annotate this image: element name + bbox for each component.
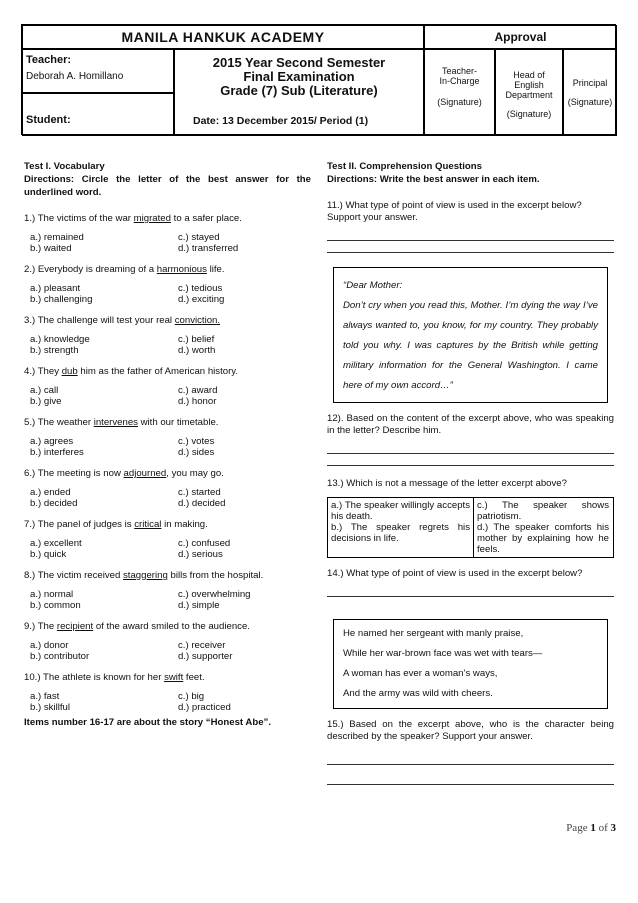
answer-line[interactable] <box>327 755 614 765</box>
vocab-question <box>24 417 311 429</box>
approval-head-english <box>495 49 563 136</box>
underlined-word: recipient <box>56 621 94 632</box>
option-d[interactable]: d.) transferred <box>178 243 239 254</box>
option-d[interactable]: d.) decided <box>178 498 226 509</box>
letter-salutation: “Dear Mother: <box>343 280 403 291</box>
vocab-question <box>24 468 311 480</box>
option-d[interactable]: d.) honor <box>178 396 217 407</box>
option-b[interactable]: b.) common <box>30 600 81 611</box>
question-stem-start: 1.) The victims of the war <box>24 213 134 224</box>
exam-line-2: Final Examination <box>243 69 355 84</box>
question-stem-start: 3.) The challenge will test your real <box>24 315 175 326</box>
vocab-question <box>24 213 311 225</box>
approval-principal <box>563 49 617 136</box>
option-d[interactable]: d.) supporter <box>178 651 233 662</box>
poem-line: And the army was wild with cheers. <box>343 688 493 699</box>
option-c[interactable]: c.) big <box>178 691 205 702</box>
question-13: 13.) Which is not a message of the letter excerpt above? <box>327 478 567 489</box>
answer-line[interactable] <box>327 243 614 253</box>
test-1-column <box>24 160 311 729</box>
ap1-line-b: In-Charge <box>439 76 480 86</box>
underlined-word: dub <box>61 366 78 377</box>
answer-options <box>24 691 311 713</box>
question-stem-end: , you may go. <box>166 468 224 479</box>
ap2-signature: (Signature) <box>506 109 552 119</box>
question-stem-start: 5.) The weather <box>24 417 94 428</box>
question-stem-start: 7.) The panel of judges is <box>24 519 135 530</box>
page-number <box>566 822 616 834</box>
option-d[interactable]: d.) practiced <box>178 702 231 713</box>
school-name: MANILA HANKUK ACADEMY <box>22 25 424 49</box>
option-b[interactable]: b.) contributor <box>30 651 90 662</box>
underlined-word: intervenes <box>93 417 138 428</box>
poem-excerpt-box <box>333 619 608 709</box>
option-a[interactable]: a.) knowledge <box>30 334 90 345</box>
answer-options <box>24 283 311 305</box>
option-a[interactable]: a.) ended <box>30 487 71 498</box>
question-13-options <box>327 497 614 558</box>
question-stem-start: 8.) The victim received <box>24 570 123 581</box>
ap1-signature: (Signature) <box>437 97 482 107</box>
page-of: of <box>598 822 608 834</box>
teacher-label: Teacher: <box>26 54 72 66</box>
student-cell <box>22 93 174 136</box>
answer-options <box>24 232 311 254</box>
ap3-signature: (Signature) <box>567 97 613 107</box>
poem-line: A woman has ever a woman’s ways, <box>343 668 498 679</box>
answer-options <box>24 589 311 611</box>
option-a[interactable]: a.) call <box>30 385 59 396</box>
page-word: Page <box>566 822 588 834</box>
q13-option-b[interactable]: b.) The speaker regrets his decisions in life. <box>331 522 470 544</box>
question-stem-end: with our timetable. <box>137 417 219 428</box>
option-c[interactable]: c.) started <box>178 487 221 498</box>
answer-options <box>24 385 311 407</box>
question-stem-end: bills from the hospital. <box>167 570 264 581</box>
items-note: Items number 16-17 are about the story “Honest Abe”. <box>24 717 272 728</box>
question-stem-end: in making. <box>161 519 208 530</box>
test-1-title: Test I. Vocabulary <box>24 161 105 172</box>
vocab-question <box>24 621 311 633</box>
vocab-list <box>24 213 311 713</box>
approval-heading: Approval <box>424 25 617 49</box>
underlined-word: migrated <box>133 213 171 224</box>
test-2-column <box>327 160 614 787</box>
option-c[interactable]: c.) overwhelming <box>178 589 251 600</box>
test-2-directions: Directions: Write the best answer in each item. <box>327 174 540 185</box>
vocab-question <box>24 315 311 327</box>
option-a[interactable]: a.) pleasant <box>30 283 81 294</box>
exam-line-1: 2015 Year Second Semester <box>212 55 386 70</box>
question-stem-start: 2.) Everybody is dreaming of a <box>24 264 157 275</box>
option-c[interactable]: c.) votes <box>178 436 215 447</box>
vocab-question <box>24 570 311 582</box>
exam-title-cell <box>174 49 424 136</box>
underlined-word: critical <box>134 519 162 530</box>
option-d[interactable]: d.) exciting <box>178 294 225 305</box>
letter-excerpt-box <box>333 267 608 403</box>
underlined-word: staggering <box>123 570 168 581</box>
option-a[interactable]: a.) agrees <box>30 436 74 447</box>
answer-line[interactable] <box>327 587 614 597</box>
vocab-question <box>24 672 311 684</box>
option-d[interactable]: d.) sides <box>178 447 215 458</box>
option-b[interactable]: b.) decided <box>30 498 78 509</box>
question-stem-end: him as the father of American history. <box>77 366 239 377</box>
test-1-directions: Directions: Circle the letter of the best answer for the underlined word. <box>24 174 311 198</box>
total-pages: 3 <box>610 822 616 834</box>
question-11: 11.) What type of point of view is used in the excerpt below? Support your answer. <box>327 200 582 223</box>
underlined-word: adjourned <box>123 468 167 479</box>
option-c[interactable]: c.) receiver <box>178 640 226 651</box>
ap2-line-b: English <box>514 80 544 90</box>
question-stem-start: 10.) The athlete is known for her <box>24 672 165 683</box>
option-a[interactable]: a.) fast <box>30 691 60 702</box>
current-page: 1 <box>590 822 596 834</box>
question-stem-start: 6.) The meeting is now <box>24 468 124 479</box>
answer-line[interactable] <box>327 231 614 241</box>
option-c[interactable]: c.) award <box>178 385 218 396</box>
poem-line: While her war-brown face was wet with tears— <box>343 648 543 659</box>
answer-options <box>24 436 311 458</box>
teacher-cell <box>22 49 174 93</box>
option-b[interactable]: b.) skillful <box>30 702 70 713</box>
option-c[interactable]: c.) belief <box>178 334 215 345</box>
answer-options <box>24 538 311 560</box>
vocab-question <box>24 264 311 276</box>
answer-options <box>24 334 311 356</box>
answer-options <box>24 640 311 662</box>
option-b[interactable]: b.) quick <box>30 549 67 560</box>
ap2-line-c: Department <box>505 90 553 100</box>
vocab-question <box>24 519 311 531</box>
q13-option-a[interactable]: a.) The speaker willingly accepts his death. <box>331 500 470 522</box>
question-stem-end: feet. <box>183 672 205 683</box>
answer-line[interactable] <box>327 444 614 454</box>
q13-right-options <box>474 498 612 557</box>
question-12: 12). Based on the content of the excerpt above, who was speaking in the letter? Describe him. <box>327 413 614 436</box>
answer-options <box>24 487 311 509</box>
underlined-word: harmonious <box>156 264 207 275</box>
option-b[interactable]: b.) interferes <box>30 447 84 458</box>
option-d[interactable]: d.) simple <box>178 600 220 611</box>
option-a[interactable]: a.) normal <box>30 589 74 600</box>
question-stem-start: 9.) The <box>24 621 57 632</box>
poem-line: He named her sergeant with manly praise, <box>343 628 524 639</box>
answer-line[interactable] <box>327 775 614 785</box>
option-d[interactable]: d.) worth <box>178 345 216 356</box>
question-stem-end: to a safer place. <box>170 213 242 224</box>
vocab-question <box>24 366 311 378</box>
option-c[interactable]: c.) confused <box>178 538 231 549</box>
teacher-name: Deborah A. Homillano <box>26 71 124 82</box>
q13-left-options <box>328 498 474 557</box>
option-a[interactable]: a.) excellent <box>30 538 82 549</box>
q13-option-d[interactable]: d.) The speaker comforts his mother by explaining how he feels. <box>477 522 609 555</box>
option-a[interactable]: a.) donor <box>30 640 69 651</box>
question-stem-start: 4.) They <box>24 366 62 377</box>
option-c[interactable]: c.) stayed <box>178 232 220 243</box>
q13-option-c[interactable]: c.) The speaker shows patriotism. <box>477 500 609 522</box>
letter-body: Don’t cry when you read this, Mother. I’m dying the way I’ve always wanted to, you know, for my country. They probably told you why. I was captures by the British while getting military information for the General Washington. I came here of my own accord…” <box>343 300 598 391</box>
question-stem-end: of the award smiled to the audience. <box>93 621 250 632</box>
exam-date: Date: 13 December 2015/ Period (1) <box>193 115 369 127</box>
option-b[interactable]: b.) challenging <box>30 294 93 305</box>
underlined-word: swift <box>164 672 184 683</box>
exam-header <box>21 24 616 135</box>
underlined-word: conviction. <box>174 315 221 326</box>
question-14: 14.) What type of point of view is used in the excerpt below? <box>327 568 583 579</box>
option-b[interactable]: b.) strength <box>30 345 79 356</box>
exam-line-3: Grade (7) Sub (Literature) <box>220 83 378 98</box>
student-label: Student: <box>26 114 71 126</box>
approval-teacher-in-charge <box>424 49 495 136</box>
question-stem-end: life. <box>206 264 225 275</box>
test-2-title: Test II. Comprehension Questions <box>327 161 482 172</box>
ap2-line-a: Head of <box>513 70 545 80</box>
ap3-line-a: Principal <box>572 78 608 88</box>
option-b[interactable]: b.) give <box>30 396 62 407</box>
option-b[interactable]: b.) waited <box>30 243 72 254</box>
ap1-line-a: Teacher- <box>441 66 477 76</box>
answer-line[interactable] <box>327 456 614 466</box>
question-15: 15.) Based on the excerpt above, who is the character being described by the speaker? Support your answer. <box>327 719 614 742</box>
option-c[interactable]: c.) tedious <box>178 283 223 294</box>
option-d[interactable]: d.) serious <box>178 549 223 560</box>
option-a[interactable]: a.) remained <box>30 232 84 243</box>
